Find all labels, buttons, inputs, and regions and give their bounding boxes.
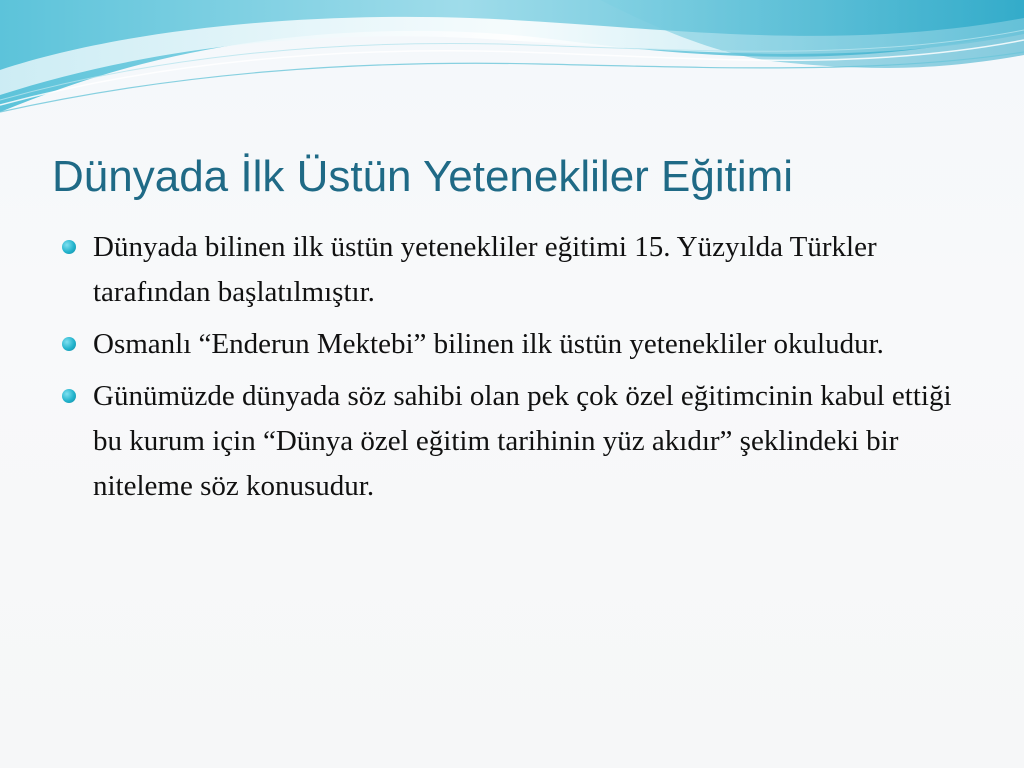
bullet-icon — [62, 240, 76, 254]
bullet-icon — [62, 389, 76, 403]
bullet-text: Dünyada bilinen ilk üstün yetenekliler eğitimi 15. Yüzyılda Türkler tarafından başlatılmıştır. — [93, 231, 877, 308]
bullet-item — [60, 225, 970, 315]
bullet-item — [60, 322, 970, 367]
bullet-text: Osmanlı “Enderun Mektebi” bilinen ilk üstün yetenekliler okuludur. — [93, 328, 884, 360]
bullet-icon — [62, 337, 76, 351]
wave-header-decoration — [0, 0, 1024, 130]
slide-title: Dünyada İlk Üstün Yetenekliler Eğitimi — [52, 152, 794, 201]
bullet-text: Günümüzde dünyada söz sahibi olan pek çok özel eğitimcinin kabul ettiği bu kurum için “Dünya özel eğitim tarihinin yüz akıdır” şeklindeki bir niteleme söz konusudur. — [93, 380, 952, 502]
bullet-item — [60, 374, 970, 509]
bullet-list — [60, 225, 970, 516]
